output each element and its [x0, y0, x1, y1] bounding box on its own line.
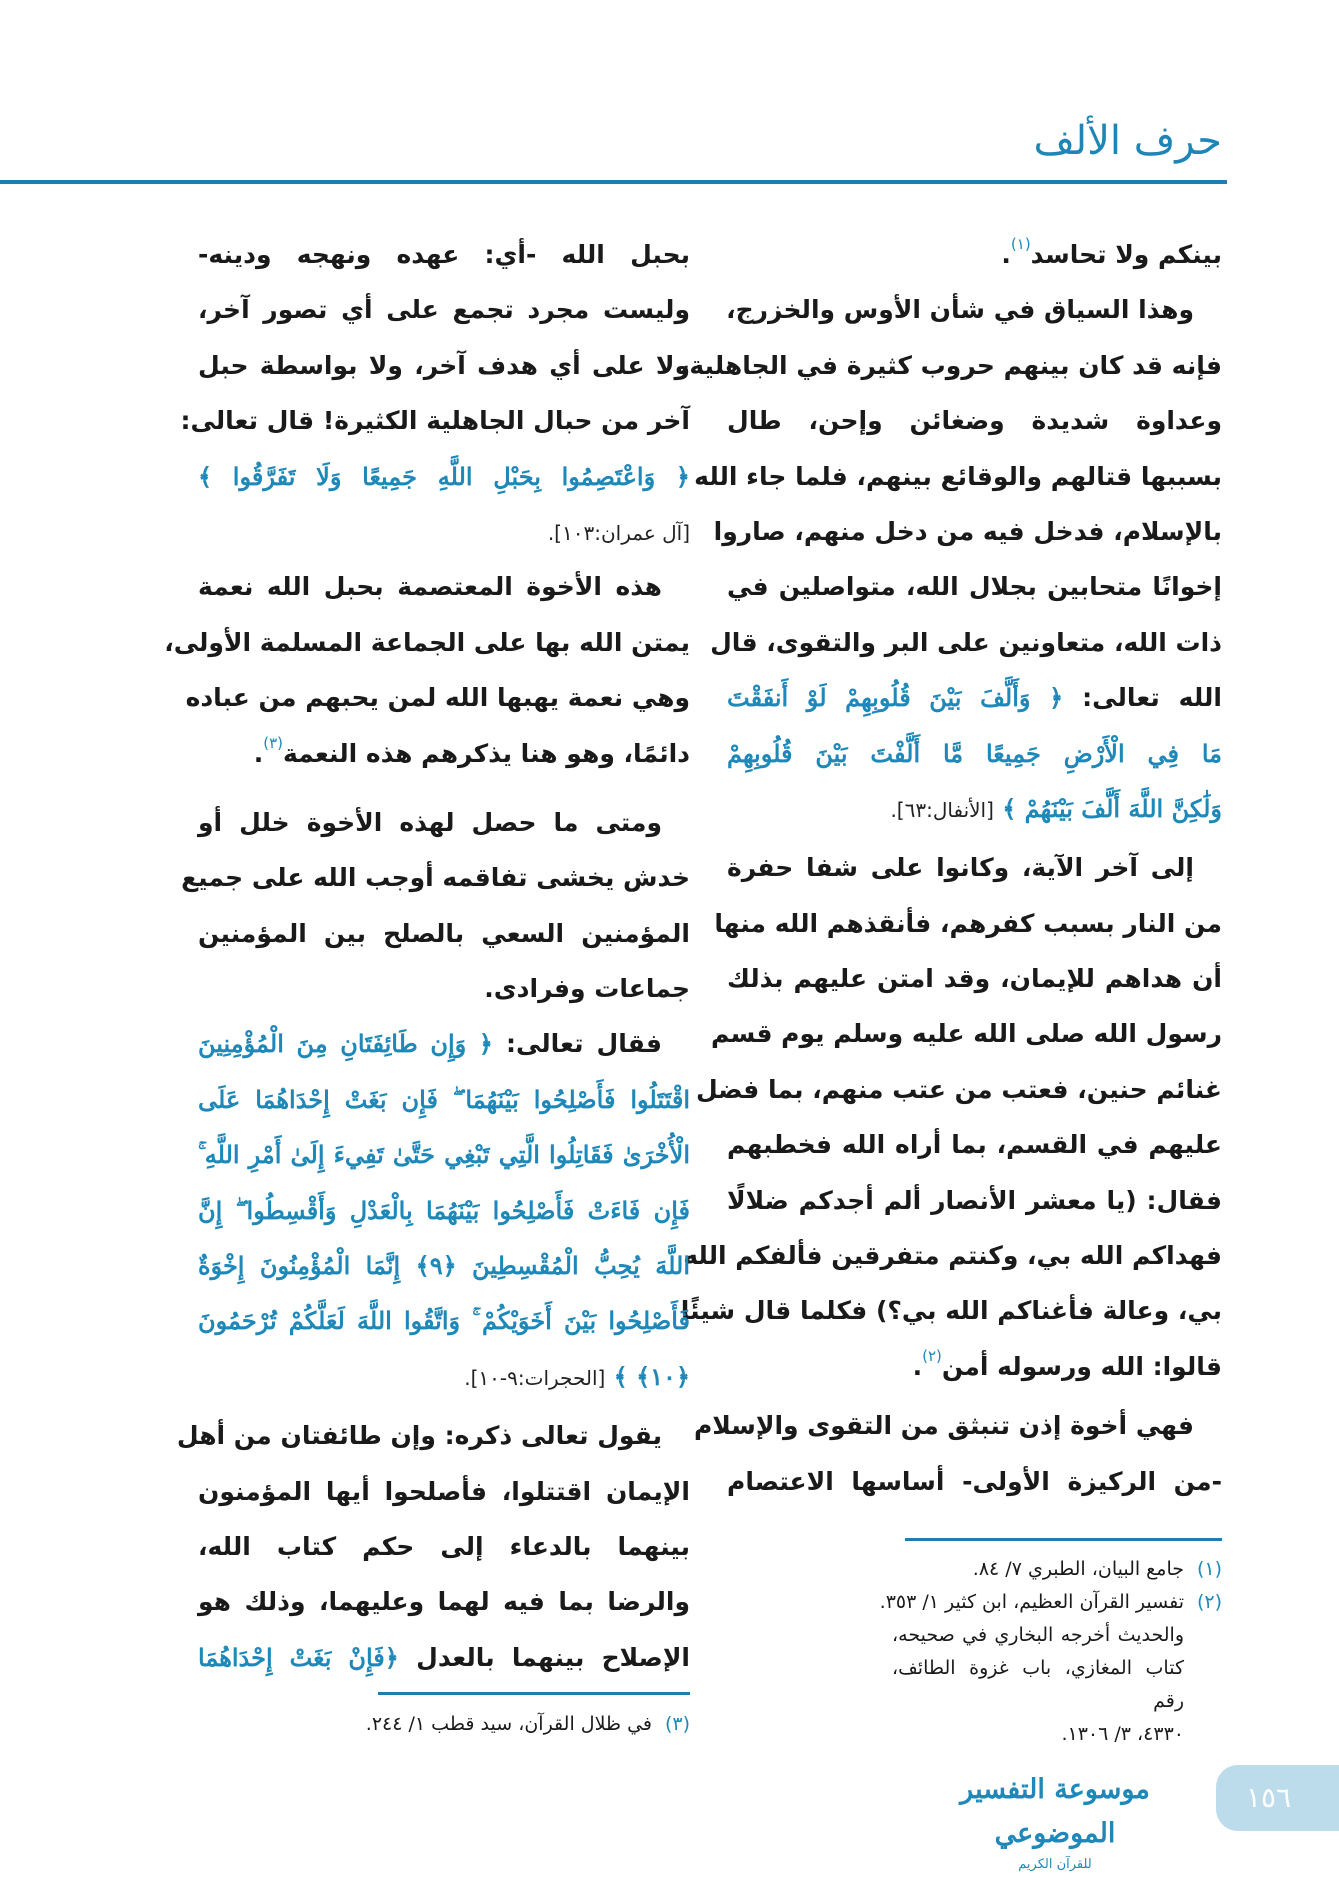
text-line	[727, 840, 1222, 895]
text-line	[727, 670, 1222, 725]
body-text: بي، وعالة فأغناكم الله بي؟) فكلما قال شيئًا	[680, 1296, 1222, 1326]
verse-reference: [آل عمران:١٠٣].	[547, 520, 690, 545]
body-text: ذات الله، متعاونين على البر والتقوى، قال	[710, 627, 1222, 657]
footnote-line	[879, 1586, 1222, 1619]
body-text: بينكم ولا تحاسد	[1030, 240, 1222, 269]
body-text: وهي نعمة يهبها الله لمن يحبهم من عباده	[185, 683, 690, 713]
body-text: يقول تعالى ذكره: وإن طائفتان من أهل	[176, 1421, 662, 1451]
body-text: .	[1001, 240, 1011, 269]
footnote-number: (٢)	[1196, 1591, 1222, 1613]
text-line	[164, 615, 690, 670]
body-text: آخر من حبال الجاهلية الكثيرة! قال تعالى:	[180, 406, 690, 436]
footnote-text: في ظلال القرآن، سيد قطب ١/ ٢٤٤.	[365, 1713, 652, 1735]
body-text: الله تعالى:	[1063, 683, 1222, 713]
text-line	[727, 1454, 1222, 1509]
text-line	[198, 1016, 690, 1071]
text-line	[176, 1408, 690, 1463]
text-line	[727, 559, 1222, 614]
text-line	[727, 393, 1222, 448]
body-text: بحبل الله -أي: عهده ونهجه ودينه-	[198, 240, 690, 269]
quran-verse: فَأَصْلِحُوا بَيْنَ أَخَوَيْكُمْ ۚ وَاتَّقُوا اللَّهَ لَعَلَّكُمْ تُرْحَمُونَ	[198, 1306, 690, 1336]
text-line	[198, 906, 690, 961]
footnote-text: جامع البيان، الطبري ٧/ ٨٤.	[972, 1558, 1184, 1580]
text-line	[694, 449, 1222, 504]
text-line	[198, 1072, 690, 1127]
text-line	[680, 1283, 1222, 1338]
body-text: جماعات وفرادى.	[484, 974, 690, 1004]
text-line	[180, 393, 690, 448]
text-line	[727, 726, 1222, 781]
text-line	[181, 850, 690, 905]
text-line	[693, 1398, 1222, 1453]
text-line	[683, 1228, 1222, 1283]
text-line	[198, 1574, 690, 1629]
body-text: إلى آخر الآية، وكانوا على شفا حفرة	[727, 853, 1194, 883]
quran-verse: اقْتَتَلُوا فَأَصْلِحُوا بَيْنَهُمَا ۖ فَإِن بَغَتْ إِحْدَاهُمَا عَلَى	[198, 1084, 690, 1114]
footnote-text: تفسير القرآن العظيم، ابن كثير ١/ ٣٥٣.	[879, 1591, 1184, 1613]
body-text: خدش يخشى تفاقمه أوجب الله على جميع	[181, 863, 690, 893]
body-text: فقال تعالى:	[492, 1029, 662, 1059]
text-line	[727, 781, 1222, 836]
body-text: فهداكم الله بي، وكنتم متفرقين فألفكم الله	[683, 1241, 1222, 1271]
body-text: بسببها قتالهم والوقائع بينهم، فلما جاء الله	[694, 461, 1222, 491]
quran-verse: مَا فِي الْأَرْضِ جَمِيعًا مَّا أَلَّفْتَ بَيْنَ قُلُوبِهِمْ	[727, 738, 1222, 768]
body-text: الإصلاح بينهما بالعدل	[398, 1642, 691, 1672]
body-text: قالوا: الله ورسوله أمن	[941, 1351, 1222, 1381]
quran-verse: الْأُخْرَىٰ فَقَاتِلُوا الَّتِي تَبْغِي حَتَّىٰ تَفِيءَ إِلَىٰ أَمْرِ اللَّهِ ۚ	[198, 1140, 690, 1170]
footnotes-right	[879, 1553, 1222, 1751]
text-line	[727, 282, 1222, 337]
text-line	[198, 1293, 690, 1348]
footnote-line: ٤٣٣٠، ٣/ ١٣٠٦.	[1061, 1723, 1184, 1745]
body-text: فإنه قد كان بينهم حروب كثيرة في الجاهلية،	[679, 350, 1222, 380]
footnote-number: (٣)	[664, 1713, 690, 1735]
text-line	[198, 726, 690, 781]
footnote-marker[interactable]: (٣)	[263, 733, 283, 752]
text-line	[727, 1173, 1222, 1228]
text-line	[198, 282, 690, 337]
footnote-marker[interactable]: (١)	[1010, 235, 1031, 253]
text-line	[198, 338, 690, 393]
body-text: دائمًا، وهو هنا يذكرهم هذه النعمة	[282, 738, 690, 768]
text-line	[727, 1339, 1222, 1394]
text-line	[711, 1006, 1222, 1061]
body-text: من النار بسبب كفرهم، فأنقذهم الله منها	[714, 908, 1222, 938]
body-text: بالإسلام، فدخل فيه من دخل منهم، صاروا	[713, 516, 1222, 546]
quran-verse: اللَّهَ يُحِبُّ الْمُقْسِطِينَ ﴿٩﴾ إِنَّمَا الْمُؤْمِنُونَ إِخْوَةٌ	[198, 1251, 691, 1281]
left-text-column	[164, 227, 691, 1685]
footnote-marker[interactable]: (٢)	[922, 1346, 942, 1365]
text-line	[713, 504, 1222, 559]
body-text: فهي أخوة إذن تنبثق من التقوى والإسلام	[693, 1411, 1194, 1441]
body-text: يمتن الله بها على الجماعة المسلمة الأولى،	[164, 627, 690, 657]
text-line	[198, 1464, 690, 1519]
body-text: -من الركيزة الأولى- أساسها الاعتصام	[727, 1466, 1222, 1496]
footnotes-left	[240, 1708, 690, 1741]
text-line	[727, 1117, 1222, 1172]
text-line	[714, 896, 1222, 951]
verse-reference: [الأنفال:٦٣].	[890, 797, 994, 822]
body-text: عليهم في القسم، بما أراه الله فخطبهم	[727, 1130, 1222, 1160]
footnote-rule-left	[378, 1692, 690, 1695]
body-text: إخوانًا متحابين بجلال الله، متواصلين في	[727, 572, 1222, 602]
body-text: .	[253, 738, 264, 768]
logo-subtitle: للقرآن الكريم	[1018, 1857, 1092, 1872]
text-line	[185, 670, 690, 725]
footnote-rule-right	[905, 1538, 1222, 1541]
body-text: بينهما بالدعاء إلى حكم كتاب الله،	[198, 1531, 690, 1561]
text-line	[198, 1349, 690, 1404]
body-text: هذه الأخوة المعتصمة بحبل الله نعمة	[198, 572, 662, 602]
body-text: ومتى ما حصل لهذه الأخوة خلل أو	[198, 807, 662, 837]
body-text: المؤمنين السعي بالصلح بين المؤمنين	[198, 918, 690, 948]
text-line	[679, 338, 1222, 393]
body-text: فقال: (يا معشر الأنصار ألم أجدكم ضلالًا	[727, 1185, 1222, 1215]
text-line	[198, 559, 690, 614]
body-text: وهذا السياق في شأن الأوس والخزرج،	[726, 295, 1194, 325]
encyclopedia-logo	[930, 1768, 1180, 1872]
body-text: ولا على أي هدف آخر، ولا بواسطة حبل	[198, 350, 690, 380]
right-text-column	[679, 227, 1222, 1509]
text-line	[198, 1183, 690, 1238]
body-text: وعداوة شديدة وضغائن وإحن، طال	[727, 406, 1222, 436]
text-line	[198, 227, 690, 282]
quran-verse: ﴿فَإِنْ بَغَتْ إِحْدَاهُمَا	[198, 1642, 399, 1672]
chapter-title: حرف الألف	[1033, 118, 1222, 164]
verse-reference: [الحجرات:٩-١٠].	[464, 1365, 606, 1390]
text-line	[198, 1519, 690, 1574]
text-line	[198, 795, 690, 850]
footnote-line	[892, 1553, 1222, 1586]
text-line	[198, 1630, 690, 1685]
footnote-line	[240, 1708, 690, 1741]
body-text: .	[912, 1351, 923, 1381]
footnote-line: كتاب المغازي، باب غزوة الطائف، رقم	[892, 1657, 1184, 1712]
body-text: أن هداهم للإيمان، وقد امتن عليهم بذلك	[727, 964, 1222, 994]
text-line	[198, 504, 690, 559]
body-text: رسول الله صلى الله عليه وسلم يوم قسم	[711, 1019, 1222, 1049]
footnote-number: (١)	[1196, 1558, 1222, 1580]
text-line	[198, 449, 690, 504]
header-rule	[0, 180, 1227, 184]
quran-verse: ﴿ وَأَلَّفَ بَيْنَ قُلُوبِهِمْ لَوْ أَنفَقْتَ	[727, 683, 1064, 713]
body-text: والرضا بما فيه لهما وعليهما، وذلك هو	[198, 1587, 690, 1617]
body-text: وليست مجرد تجمع على أي تصور آخر،	[198, 295, 690, 325]
text-line	[727, 951, 1222, 1006]
text-line	[198, 961, 690, 1016]
page-number: ١٥٦	[1216, 1765, 1339, 1831]
text-line	[198, 1127, 690, 1182]
quran-verse: وَلَٰكِنَّ اللَّهَ أَلَّفَ بَيْنَهُمْ ﴾	[993, 793, 1222, 823]
quran-verse: فَإِن فَاءَتْ فَأَصْلِحُوا بَيْنَهُمَا بِالْعَدْلِ وَأَقْسِطُوا ۖ إِنَّ	[198, 1195, 690, 1225]
footnote-line: والحديث أخرجه البخاري في صحيحه،	[892, 1624, 1184, 1646]
body-text: غنائم حنين، فعتب من عتب منهم، بما فضل	[695, 1074, 1222, 1104]
quran-verse: ﴿ وَإِن طَائِفَتَانِ مِنَ الْمُؤْمِنِينَ	[198, 1029, 493, 1059]
quran-verse: ﴿١٠﴾ ﴾	[605, 1361, 690, 1391]
logo-title: موسوعة التفسير الموضوعي	[960, 1774, 1150, 1849]
quran-verse: ﴿ وَاعْتَصِمُوا بِحَبْلِ اللَّهِ جَمِيعًا وَلَا تَفَرَّقُوا ﴾	[198, 461, 690, 491]
body-text: الإيمان اقتتلوا، فأصلحوا أيها المؤمنون	[198, 1476, 690, 1506]
text-line	[727, 227, 1222, 282]
text-line	[695, 1062, 1222, 1117]
text-line	[710, 615, 1222, 670]
text-line	[198, 1238, 690, 1293]
